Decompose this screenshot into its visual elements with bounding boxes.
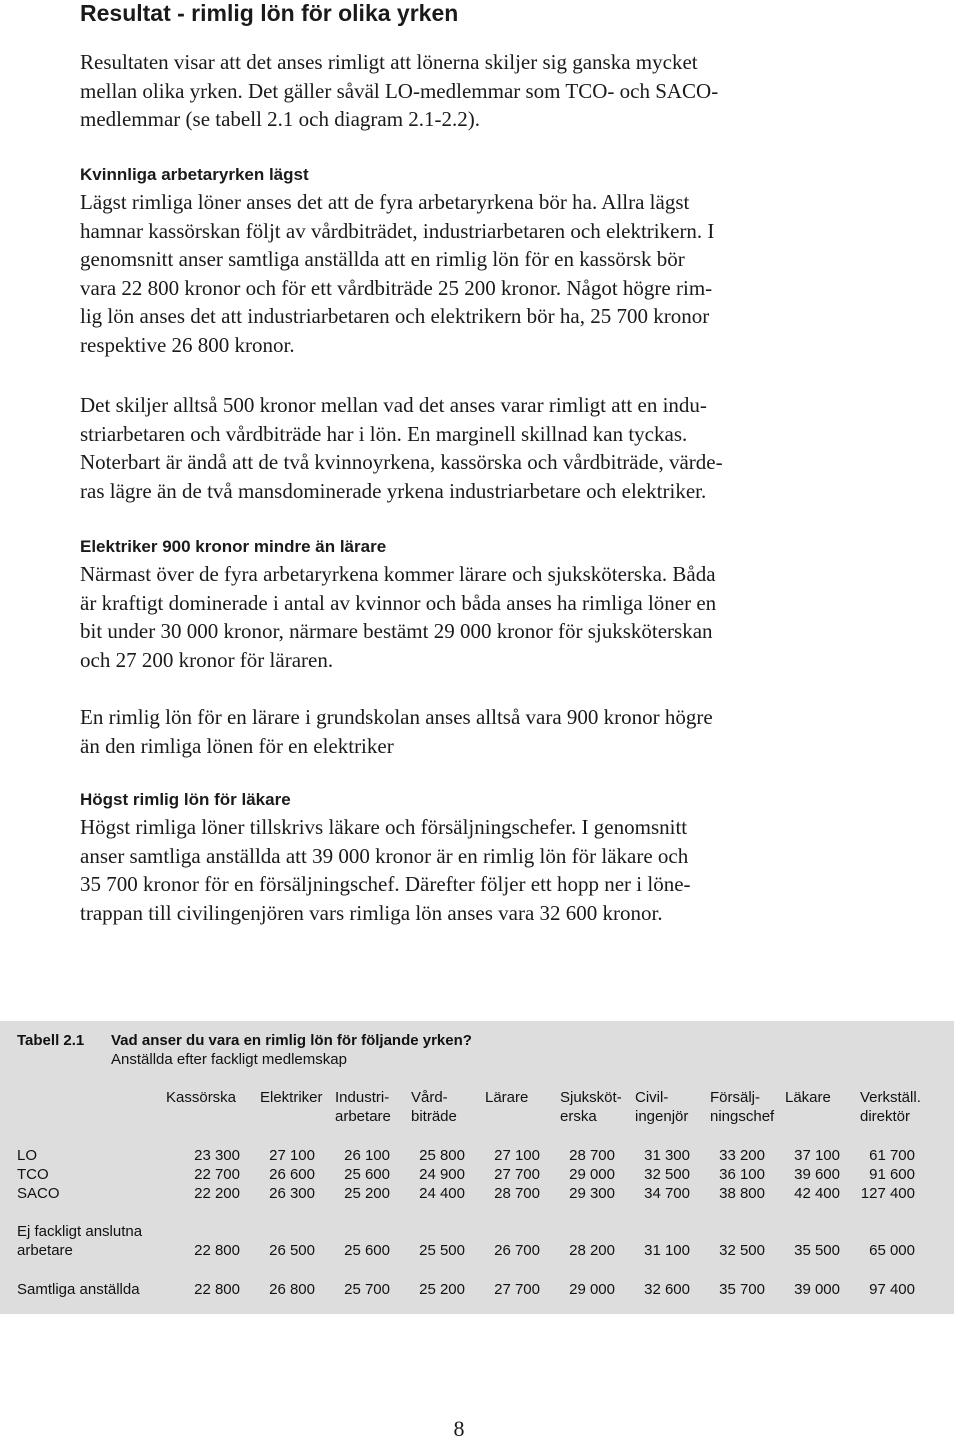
salary-table xyxy=(0,1021,954,1314)
text-line: anser samtliga anställda att 39 000 kronor är en rimlig lön för läkare och xyxy=(80,843,689,868)
text-line: är kraftigt dominerade i antal av kvinnor och båda anses ha rimliga löner en xyxy=(80,590,717,615)
row-label: TCO xyxy=(17,1166,49,1183)
table-cell: 65 000 xyxy=(869,1242,915,1259)
table-cell: 23 300 xyxy=(194,1147,240,1164)
column-header: Vård- xyxy=(411,1089,448,1106)
text-line: Lägst rimliga löner anses det att de fyra arbetaryrkena bör ha. Allra lägst xyxy=(80,190,690,214)
table-cell: 26 100 xyxy=(344,1147,390,1164)
column-header: ingenjör xyxy=(635,1108,689,1125)
column-header: ningschef xyxy=(710,1108,775,1125)
table-cell: 91 600 xyxy=(869,1166,915,1183)
row-label: SACO xyxy=(17,1185,60,1202)
column-header: Försälj- xyxy=(710,1089,761,1106)
text-line: striarbetaren och vårdbiträde har i lön. En marginell skillnad kan tyckas. xyxy=(80,421,688,446)
row-label: Ej fackligt anslutna xyxy=(17,1223,143,1240)
table-cell: 25 800 xyxy=(419,1147,465,1164)
table-cell: 42 400 xyxy=(794,1185,840,1202)
column-header: Kassörska xyxy=(166,1089,237,1106)
table-cell: 32 600 xyxy=(644,1281,690,1298)
table-cell: 25 600 xyxy=(344,1242,390,1259)
text-line: En rimlig lön för en lärare i grundskolan anses alltså vara 900 kronor högre xyxy=(80,705,713,729)
text-line: trappan till civilingenjören vars rimliga lön anses vara 32 600 kronor. xyxy=(80,900,663,925)
table-cell: 39 000 xyxy=(794,1281,840,1298)
table-cell: 22 800 xyxy=(194,1242,240,1259)
row-label: LO xyxy=(17,1147,38,1164)
text-line: hamnar kassörskan följt av vårdbiträdet, industriarbetaren och elektrikern. I xyxy=(80,218,715,243)
table-subtitle: Anställda efter fackligt medlemskap xyxy=(111,1051,347,1068)
column-header: Lärare xyxy=(485,1089,529,1106)
table-cell: 25 500 xyxy=(419,1242,465,1259)
table-cell: 37 100 xyxy=(794,1147,840,1164)
table-cell: 29 000 xyxy=(569,1281,615,1298)
row-label: arbetare xyxy=(17,1242,73,1259)
table-cell: 25 200 xyxy=(344,1185,390,1202)
text-line: Närmast över de fyra arbetaryrkena kommer lärare och sjuksköterska. Båda xyxy=(80,562,716,586)
table-cell: 22 200 xyxy=(194,1185,240,1202)
text-line: och 27 200 kronor för läraren. xyxy=(80,647,334,672)
column-header: Industri- xyxy=(335,1089,390,1106)
table-cell: 39 600 xyxy=(794,1166,840,1183)
section-paragraph xyxy=(80,391,860,505)
text-line: Det skiljer alltså 500 kronor mellan vad det anses varar rimligt att en indu- xyxy=(80,393,707,417)
page-title: Resultat - rimlig lön för olika yrken xyxy=(80,0,459,26)
section-paragraph xyxy=(80,703,860,760)
row-label: Samtliga anställda xyxy=(17,1281,140,1298)
table-cell: 31 300 xyxy=(644,1147,690,1164)
table-cell: 26 500 xyxy=(269,1242,315,1259)
text-line: 35 700 kronor för en försäljningschef. Därefter följer ett hopp ner i löne- xyxy=(80,872,691,897)
text-line: Resultaten visar att det anses rimligt att lönerna skiljer sig ganska mycket xyxy=(80,50,698,74)
table-cell: 32 500 xyxy=(644,1166,690,1183)
table-cell: 26 600 xyxy=(269,1166,315,1183)
section-heading: Högst rimlig lön för läkare xyxy=(80,790,291,809)
table-cell: 26 700 xyxy=(494,1242,540,1259)
text-line: Noterbart är ändå att de två kvinnoyrkena, kassörska och vårdbiträde, värde- xyxy=(80,450,723,475)
text-line: lig lön anses det att industriarbetaren och elektrikern bör ha, 25 700 kronor xyxy=(80,304,710,329)
column-header: erska xyxy=(560,1108,597,1125)
table-cell: 32 500 xyxy=(719,1242,765,1259)
table-cell: 28 700 xyxy=(494,1185,540,1202)
section-heading: Elektriker 900 kronor mindre än lärare xyxy=(80,537,387,556)
text-line: genomsnitt anser samtliga anställda att en rimlig lön för en kassörsk bör xyxy=(80,247,685,272)
section-heading: Kvinnliga arbetaryrken lägst xyxy=(80,165,309,184)
table-cell: 38 800 xyxy=(719,1185,765,1202)
column-header: arbetare xyxy=(335,1108,391,1125)
table-cell: 25 600 xyxy=(344,1166,390,1183)
table-cell: 27 100 xyxy=(269,1147,315,1164)
table-cell: 34 700 xyxy=(644,1185,690,1202)
column-header: Civil- xyxy=(635,1089,669,1106)
table-cell: 22 800 xyxy=(194,1281,240,1298)
table-cell: 97 400 xyxy=(869,1281,915,1298)
table-cell: 29 300 xyxy=(569,1185,615,1202)
column-header: biträde xyxy=(411,1108,457,1125)
table-cell: 26 300 xyxy=(269,1185,315,1202)
table-cell: 31 100 xyxy=(644,1242,690,1259)
column-header: direktör xyxy=(860,1108,911,1125)
table-cell: 29 000 xyxy=(569,1166,615,1183)
table-cell: 61 700 xyxy=(869,1147,915,1164)
column-header: Verkställ. xyxy=(860,1089,921,1106)
table-cell: 127 400 xyxy=(860,1185,915,1202)
section-paragraph xyxy=(80,188,860,360)
text-line: än den rimliga lönen för en elektriker xyxy=(80,733,394,758)
table-cell: 28 200 xyxy=(569,1242,615,1259)
text-line: Högst rimliga löner tillskrivs läkare och försäljningschefer. I genomsnitt xyxy=(80,815,688,839)
page-number: 8 xyxy=(453,1416,465,1441)
table-cell: 27 700 xyxy=(494,1281,540,1298)
intro-paragraph xyxy=(80,48,860,134)
table-cell: 26 800 xyxy=(269,1281,315,1298)
section-paragraph xyxy=(80,813,860,927)
column-header: Läkare xyxy=(785,1089,831,1106)
table-cell: 35 700 xyxy=(719,1281,765,1298)
table-cell: 36 100 xyxy=(719,1166,765,1183)
text-line: ras lägre än de två mansdominerade yrkena industriarbetare och elektriker. xyxy=(80,478,707,503)
table-cell: 22 700 xyxy=(194,1166,240,1183)
table-cell: 35 500 xyxy=(794,1242,840,1259)
table-cell: 27 100 xyxy=(494,1147,540,1164)
table-cell: 25 700 xyxy=(344,1281,390,1298)
text-line: respektive 26 800 kronor. xyxy=(80,332,295,357)
column-header: Sjuksköt- xyxy=(560,1089,622,1106)
table-title: Vad anser du vara en rimlig lön för följande yrken? xyxy=(111,1032,472,1049)
table-cell: 33 200 xyxy=(719,1147,765,1164)
table-cell: 24 400 xyxy=(419,1185,465,1202)
table-cell: 25 200 xyxy=(419,1281,465,1298)
section-paragraph xyxy=(80,560,860,674)
table-label: Tabell 2.1 xyxy=(17,1032,85,1049)
column-header: Elektriker xyxy=(260,1089,323,1106)
text-line: medlemmar (se tabell 2.1 och diagram 2.1-2.2). xyxy=(80,107,481,132)
table-cell: 24 900 xyxy=(419,1166,465,1183)
table-cell: 27 700 xyxy=(494,1166,540,1183)
text-line: bit under 30 000 kronor, närmare bestämt 29 000 kronor för sjuksköterskan xyxy=(80,619,713,644)
table-cell: 28 700 xyxy=(569,1147,615,1164)
text-line: vara 22 800 kronor och för ett vårdbiträde 25 200 kronor. Något högre rim- xyxy=(80,275,713,300)
text-line: mellan olika yrken. Det gäller såväl LO-medlemmar som TCO- och SACO- xyxy=(80,78,719,103)
